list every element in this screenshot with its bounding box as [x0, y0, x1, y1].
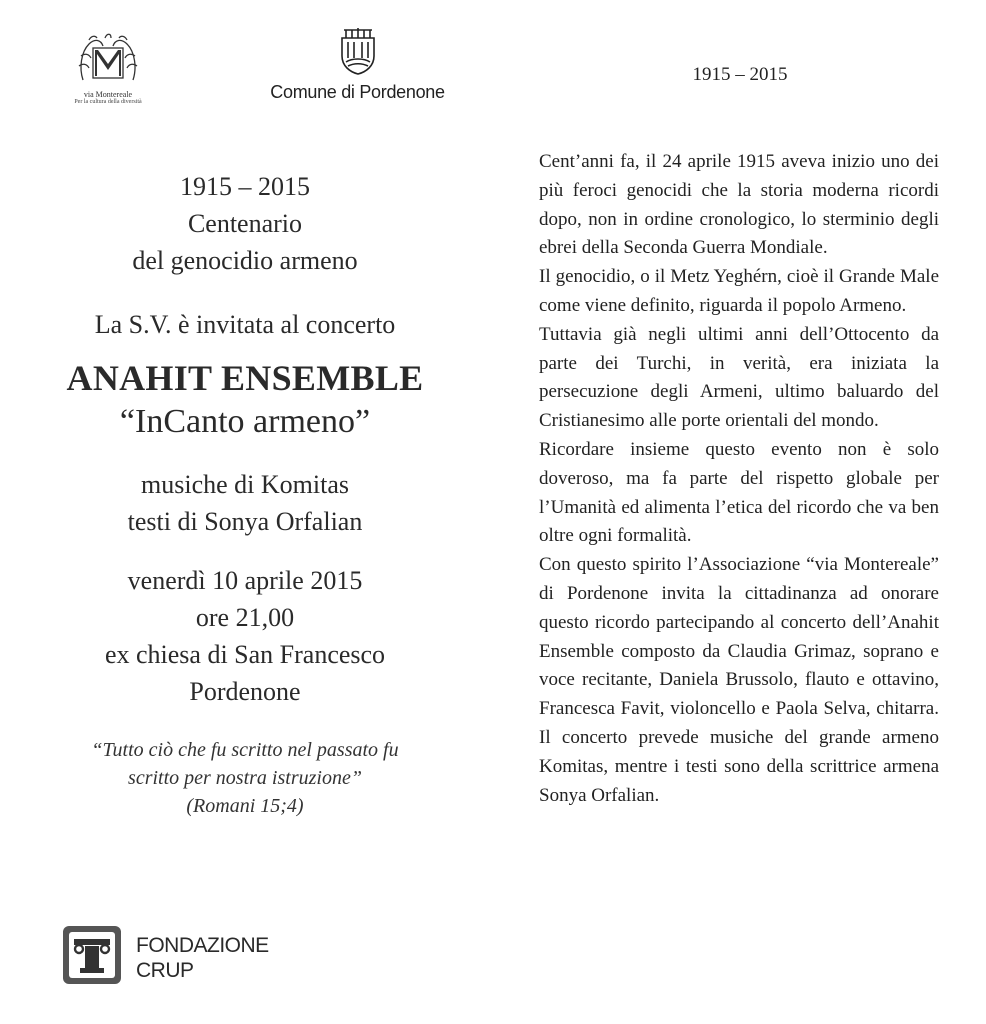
- texts-credit: testi di Sonya Orfalian: [127, 507, 363, 536]
- invitation-subject: del genocidio armeno: [132, 246, 358, 275]
- via-montereale-tagline: Per la cultura della diversità: [74, 99, 142, 105]
- fondazione-crup-column-icon: [62, 925, 122, 985]
- invitation-centenary: Centenario: [187, 209, 303, 238]
- body-paragraph: Con questo spirito l’Associazione “via Montereale” di Pordenone invita la cittadinanza ad onorare questo ricordo partecipando al concerto dell’Anahit Ensemble composto da Claudia Grimaz, soprano e voce recitante, Daniela Brussolo, flauto e ottavino, Francesca Favit, violoncello e Paola Selva, chitarra. Il concerto prevede musiche del grande armeno Komitas, mentre i testi sono della scrittrice armena Sonya Orfalian.: [539, 554, 939, 806]
- ensemble-name: ANAHIT ENSEMBLE: [66, 358, 424, 398]
- fondazione-line-2: CRUP: [136, 959, 194, 982]
- header-years: 1915 – 2015: [692, 64, 788, 85]
- event-date: venerdì 10 aprile 2015: [127, 566, 363, 595]
- event-city: Pordenone: [189, 677, 301, 706]
- via-montereale-logo: [58, 30, 158, 106]
- event-venue: ex chiesa di San Francesco: [104, 640, 386, 669]
- quote-line-2: scritto per nostra istruzione”: [128, 767, 362, 789]
- music-credit: musiche di Komitas: [141, 470, 349, 499]
- invitation-block: [30, 168, 460, 820]
- invitation-line: La S.V. è invitata al concerto: [94, 310, 396, 339]
- comune-logo: [270, 26, 445, 103]
- event-time: ore 21,00: [195, 603, 295, 632]
- pordenone-coat-of-arms-icon: [338, 26, 378, 76]
- body-paragraph: Tuttavia già negli ultimi anni dell’Ottocento da parte dei Turchi, in verità, era iniziata la persecuzione degli Armeni, ultimo baluardo del Cristianesimo alle porte orientali del mondo.: [539, 323, 939, 432]
- quote-source: (Romani 15;4): [186, 795, 304, 817]
- via-montereale-monogram-icon: [75, 30, 141, 88]
- via-montereale-name: via Montereale: [83, 90, 133, 99]
- body-paragraph: Ricordare insieme questo evento non è solo doveroso, ma fa parte del rispetto globale per l’Umanità ed alimenta l’etica del ricordo che va ben oltre ogni formalità.: [539, 438, 939, 547]
- fondazione-line-1: FONDAZIONE: [136, 934, 269, 957]
- invitation-years: 1915 – 2015: [180, 172, 310, 201]
- bible-quote: [30, 736, 460, 820]
- body-text: [539, 148, 939, 810]
- comune-name: Comune di Pordenone: [270, 82, 445, 102]
- body-paragraph: Il genocidio, o il Metz Yeghérn, cioè il Grande Male come viene definito, riguarda il popolo Armeno.: [539, 266, 939, 316]
- fondazione-crup-logo: [62, 925, 322, 989]
- body-paragraph: Cent’anni fa, il 24 aprile 1915 aveva inizio uno dei più feroci genocidi che la storia moderna ricordi dopo, non in ordine cronologico, lo sterminio degli ebrei della Seconda Guerra Mondiale.: [539, 151, 939, 259]
- quote-line-1: “Tutto ciò che fu scritto nel passato fu: [91, 739, 399, 761]
- concert-title: “InCanto armeno”: [119, 403, 371, 440]
